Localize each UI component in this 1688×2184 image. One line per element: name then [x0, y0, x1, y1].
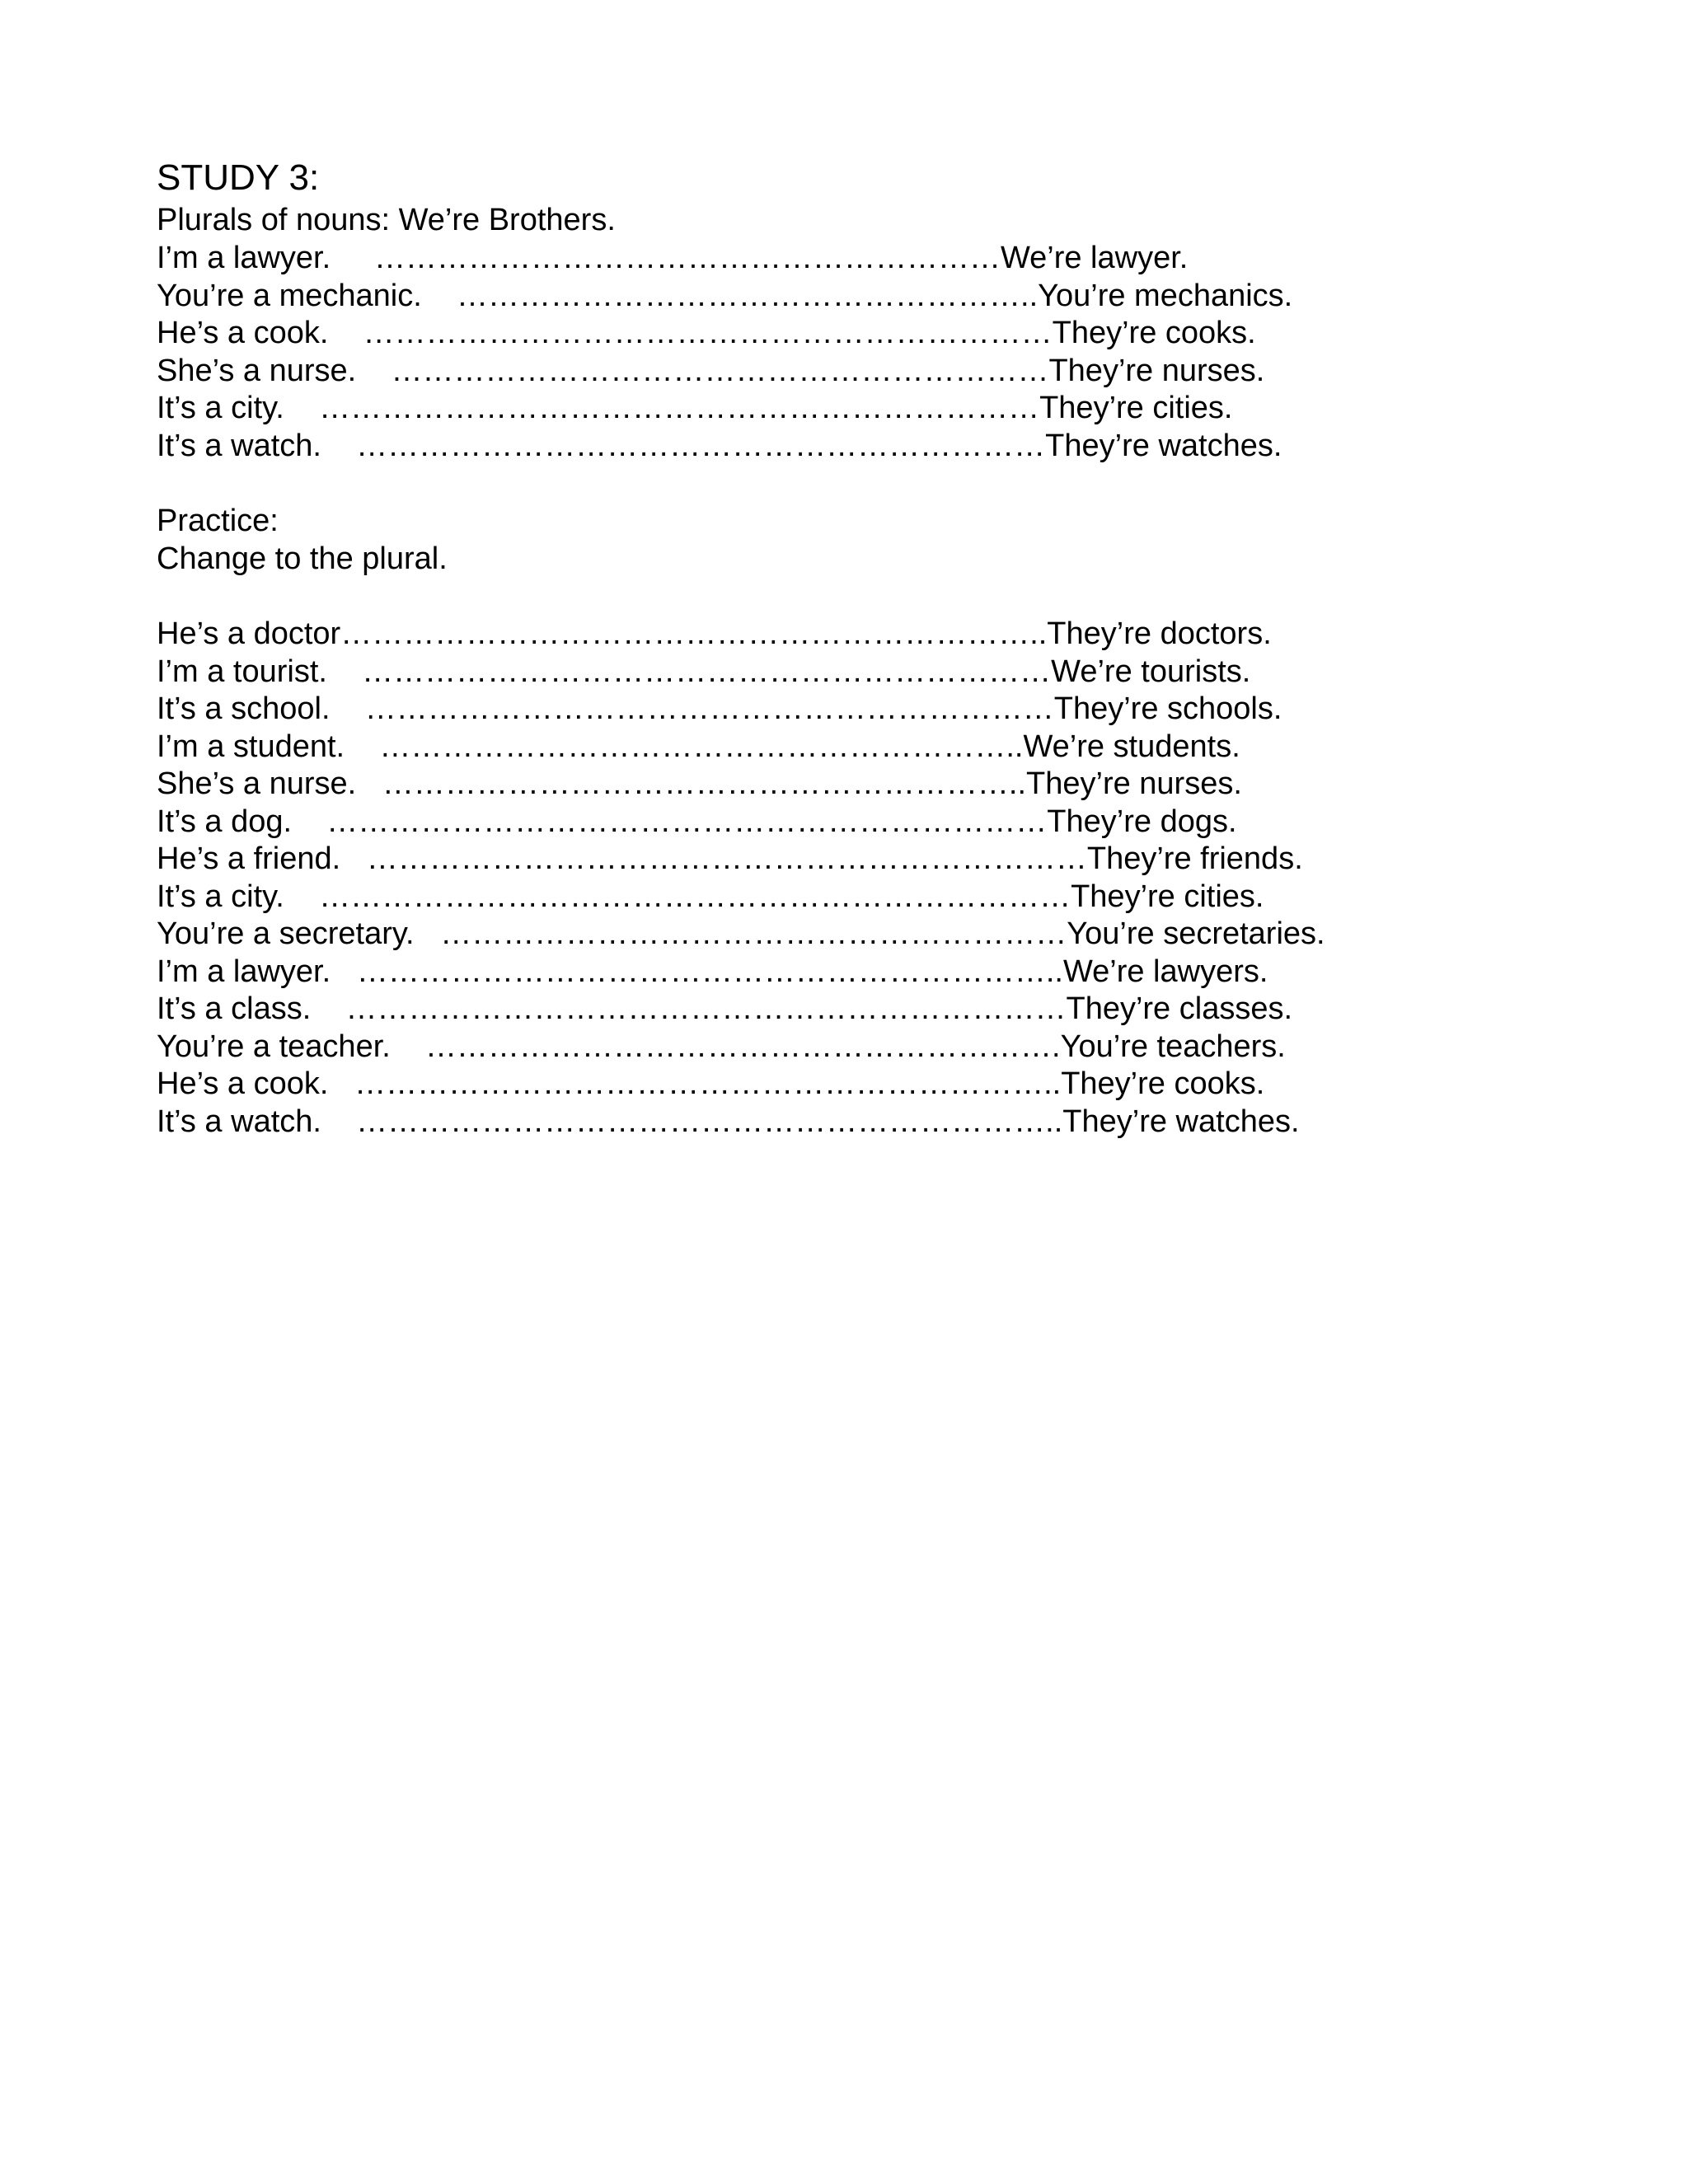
practice-line: It’s a watch. …………………………………………………………..They’re watches.	[157, 1104, 1300, 1139]
example-line: It’s a watch. …………………………………………………………They’re watches.	[157, 429, 1282, 463]
example-line: You’re a mechanic. ………………………………………………..You’re mechanics.	[157, 279, 1293, 313]
practice-line: It’s a class. ……………………………………………………………They’re classes.	[157, 991, 1293, 1026]
practice-line: You’re a teacher. …………………………………………………….You’re teachers.	[157, 1029, 1286, 1064]
practice-line: It’s a dog. ……………………………………………………………They’re dogs.	[157, 804, 1237, 839]
example-line: It’s a city. ……………………………………………………………They’re cities.	[157, 391, 1233, 425]
example-line: I’m a lawyer. ……………………………………………………We’re lawyer.	[157, 241, 1189, 275]
practice-instruction: Change to the plural.	[157, 541, 448, 576]
example-line: He’s a cook. …………………………………………………………They’re cooks.	[157, 316, 1256, 350]
document-subtitle: Plurals of nouns: We’re Brothers.	[157, 203, 616, 237]
practice-line: He’s a doctor…………………………………………………………..They’re doctors.	[157, 616, 1272, 651]
practice-line: You’re a secretary. ……………………………………………………You’re secretaries.	[157, 916, 1325, 951]
practice-line: It’s a school. …………………………………………………………They’re schools.	[157, 691, 1282, 726]
practice-line: I’m a tourist. …………………………………………………………We’re tourists.	[157, 654, 1251, 689]
example-line: She’s a nurse. ………………………………………………………They’re nurses.	[157, 354, 1265, 388]
practice-line: I’m a lawyer. …………………………………………………………..We’re lawyers.	[157, 954, 1268, 989]
practice-label: Practice:	[157, 504, 279, 538]
practice-line: He’s a cook. …………………………………………………………..They’re cooks.	[157, 1066, 1265, 1101]
practice-line: I’m a student. ……………………………………………………..We’re students.	[157, 729, 1240, 764]
practice-line: It’s a city. ………………………………………………………………They’re cities.	[157, 879, 1264, 914]
practice-line: He’s a friend. ……………………………………………………………They’re friends.	[157, 841, 1303, 876]
document-title: STUDY 3:	[157, 157, 320, 198]
practice-line: She’s a nurse. ……………………………………………………..They’re nurses.	[157, 766, 1242, 801]
